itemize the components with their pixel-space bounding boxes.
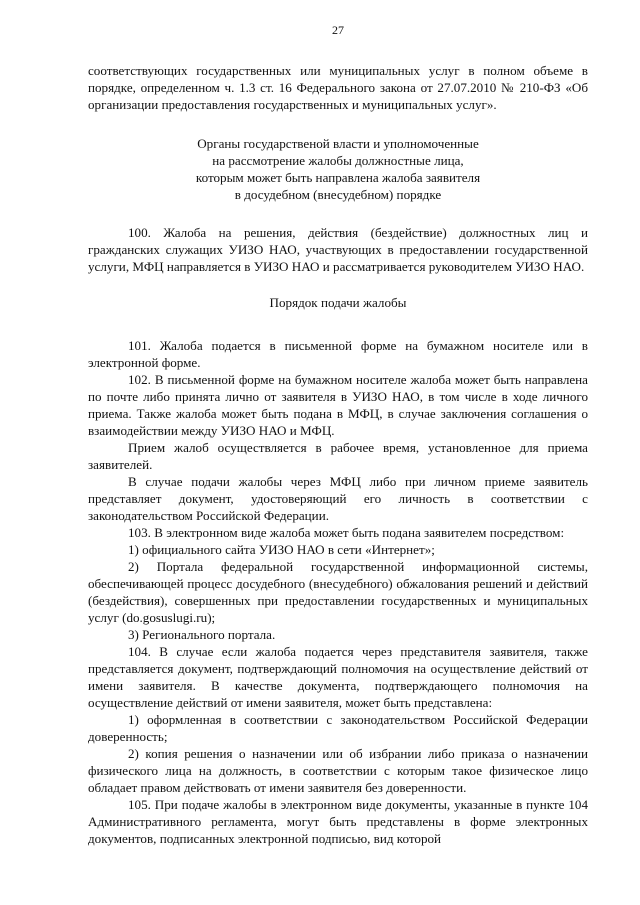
page-number: 27 bbox=[332, 23, 344, 37]
list-item-federal-portal: 2) Портала федеральной государственной информационной системы, обеспечивающей процесс досудебного (внесудебного) обжалования решений и действий (бездействия), совершенных при предоставлении государственных и муниципальных услуг (do.gosuslugi.ru); bbox=[88, 559, 588, 625]
paragraph-100: 100. Жалоба на решения, действия (бездействие) должностных лиц и гражданских служащих УИЗО НАО, участвующих в предоставлении государственной услуги, МФЦ направляется в УИЗО НАО и рассматривается руководителем УИЗО НАО. bbox=[88, 225, 588, 274]
list-item-appointment-decision: 2) копия решения о назначении или об избрании либо приказа о назначении физического лица на должность, в соответствии с которым такое физическое лицо обладает правом действовать от имени заявителя без доверенности. bbox=[88, 746, 588, 795]
paragraph-101: 101. Жалоба подается в письменной форме на бумажном носителе или в электронной форме. bbox=[88, 338, 588, 370]
paragraph-reception-hours: Прием жалоб осуществляется в рабочее время, установленное для приема заявителей. bbox=[88, 440, 588, 472]
paragraph-102: 102. В письменной форме на бумажном носителе жалоба может быть направлена по почте либо принята лично от заявителя в УИЗО НАО, в том числе в ходе личного приема. Также жалоба может быть подана в МФЦ, в случае заключения соглашения о взаимодействии между УИЗО НАО и МФЦ. bbox=[88, 372, 588, 438]
heading-line: в досудебном (внесудебном) порядке bbox=[234, 187, 442, 202]
section-heading-procedure: Порядок подачи жалобы bbox=[269, 295, 407, 310]
list-item-regional-portal: 3) Регионального портала. bbox=[128, 627, 276, 642]
paragraph-identity-document: В случае подачи жалобы через МФЦ либо при личном приеме заявитель представляет документ, удостоверяющий его личность в соответствии с законодательством Российской Федерации. bbox=[88, 474, 588, 523]
paragraph-104: 104. В случае если жалоба подается через представителя заявителя, также представляется документ, подтверждающий полномочия на осуществление действий от имени заявителя. В качестве документа, подтверждающего полномочия на осуществление действий от имени заявителя, может быть представлена: bbox=[88, 644, 588, 710]
paragraph-103: 103. В электронном виде жалоба может быть подана заявителем посредством: bbox=[128, 525, 565, 540]
list-item-official-site: 1) официального сайта УИЗО НАО в сети «Интернет»; bbox=[128, 542, 435, 557]
paragraph-105: 105. При подаче жалобы в электронном виде документы, указанные в пункте 104 Административного регламента, могут быть представлены в форме электронных документов, подписанных электронной подписью, вид которой bbox=[88, 797, 588, 846]
heading-line: Органы государственой власти и уполномоченные bbox=[197, 136, 479, 151]
intro-paragraph: соответствующих государственных или муниципальных услуг в полном объеме в порядке, определенном ч. 1.3 ст. 16 Федерального закона от 27.07.2010 № 210-ФЗ «Об организации предоставления государственных и муниципальных услуг». bbox=[88, 63, 588, 112]
section-heading-authorities bbox=[88, 135, 588, 203]
heading-line: которым может быть направлена жалоба заявителя bbox=[195, 170, 481, 185]
heading-line: на рассмотрение жалобы должностные лица, bbox=[212, 153, 464, 168]
list-item-power-of-attorney: 1) оформленная в соответствии с законодательством Российской Федерации доверенность; bbox=[88, 712, 588, 744]
